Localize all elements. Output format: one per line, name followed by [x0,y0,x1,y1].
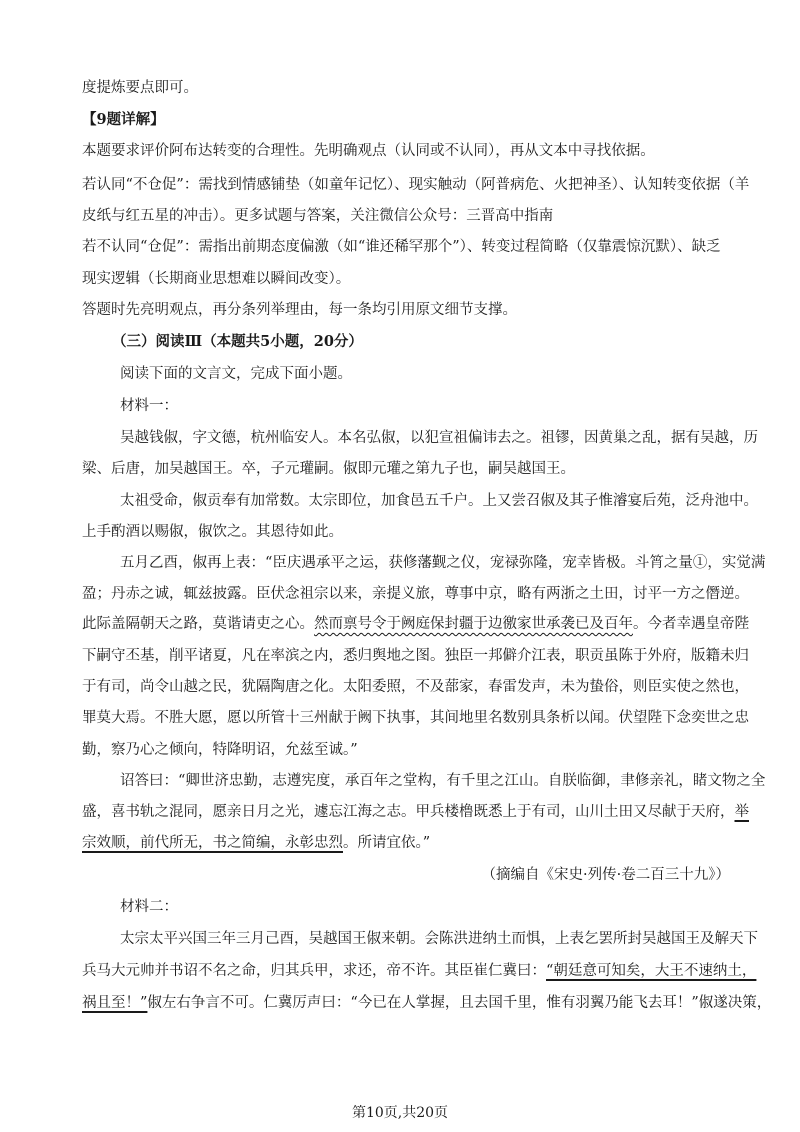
text-line [82,833,722,853]
underlined-sentence: “朝廷意可知矣，大王不速纳土， [546,963,757,979]
text-line: 现实逻辑（长期商业思想难以瞬间改变）。 [82,271,351,287]
text-line: 阅读下面的文言文，完成下面小题。 [120,366,352,382]
text-line [82,614,749,634]
section-heading: 【9题详解】 [82,111,165,128]
text-segment: 。今者幸遇皇帝陛 [633,616,749,632]
section-heading: （三）阅读Ⅲ（本题共5小题，20分） [112,333,363,350]
text-segment: 盛，喜书轨之混同，愿亲日月之光，遽忘江海之志。甲兵楼橹既悉上于有司，山川土田又尽献于天府， [82,804,735,820]
underlined-sentence: 祸且至！” [82,995,148,1011]
text-line: 材料二： [120,899,178,915]
text-line: 勤，察乃心之倾向，特降明诏，允兹至诚。” [82,742,358,758]
wavy-underlined-sentence: 然而禀号令于阙庭保封疆于边徼家世承袭已及百年 [314,616,633,632]
page-footer: 第10页,共20页 [351,1105,449,1121]
text-line: 吴越钱俶，字文德，杭州临安人。本名弘俶，以犯宣祖偏讳去之。祖镠，因黄巢之乱，据有吴越，历 [120,430,758,446]
text-line: 五月乙酉，俶再上表：“臣庆遇承平之运，获修藩觐之仪，宠禄弥隆，宠幸皆极。斗筲之量①，实觉满 [120,555,766,571]
underlined-sentence: 宗效顺，前代所无，书之简编，永彰忠烈 [82,835,343,851]
text-line: 材料一： [120,398,178,414]
text-line: 本题要求评价阿布达转变的合理性。先明确观点（认同或不认同），再从文本中寻找依据。 [82,143,655,159]
text-line [82,961,757,981]
text-segment: 。所请宜依。” [343,835,431,851]
text-line: 若认同“不仓促”：需找到情感铺垫（如童年记忆）、现实触动（阿普病危、火把神圣）、认知转变依据（羊 [82,177,750,193]
text-line: 上手酌酒以赐俶，俶饮之。其恩待如此。 [82,524,343,540]
text-segment: 兵马大元帅并书诏不名之命，归其兵甲，求还，帝不许。其臣崔仁冀曰： [82,963,546,979]
text-line: 若不认同“仓促”：需指出前期态度偏激（如“谁还稀罕那个”）、转变过程简略（仅靠震惊沉默）、缺乏 [82,239,721,255]
text-segment: 俶左右争言不可。仁冀厉声曰：“今已在人掌握，且去国千里，惟有羽翼乃能飞去耳！”俶遂决策， [147,995,772,1011]
underlined-sentence: 举 [734,804,749,820]
text-line: 梁、后唐，加吴越国王。卒，子元瓘嗣。俶即元瓘之第九子也，嗣吴越国王。 [82,461,575,477]
text-line: 盈；丹赤之诚，辄兹披露。臣伏念祖宗以来，亲提义旅，尊事中京，略有两浙之土田，讨平一方之僭逆。 [82,586,749,602]
text-line: 太祖受命，俶贡奉有加常数。太宗即位，加食邑五千户。上又尝召俶及其子惟濬宴后苑，泛舟池中。 [120,493,758,509]
text-line [82,802,749,822]
text-segment: 此际盖隔朝天之路，莫谐请吏之心。 [82,616,314,632]
text-line: 度提炼要点即可。 [82,80,198,96]
text-line: 下嗣守丕基，削平诸夏，凡在率滨之内，悉归舆地之图。独臣一邦僻介江表，职贡虽陈于外府，版籍未归 [82,648,749,664]
text-line: 皮纸与红五星的冲击）。更多试题与答案，关注微信公众号：三晋高中指南 [82,208,554,224]
text-line: 诏答曰：“卿世济忠勤，志遵宪度，承百年之堂构，有千里之江山。自朕临御，聿修亲礼，睹文物之全 [120,773,766,789]
text-line: 罪莫大焉。不胜大愿，愿以所管十三州献于阙下执事，其间地里名数别具条析以闻。伏望陛下念奕世之忠 [82,710,749,726]
text-line: 于有司，尚令山越之民，犹隔陶唐之化。太阳委照，不及蔀家，春雷发声，未为蛰俗，则臣实使之然也， [82,679,749,695]
text-line [82,993,772,1013]
source-citation: （摘编自《宋史·列传·卷二百三十九》） [481,867,730,883]
text-line: 答题时先亮明观点，再分条列举理由，每一条均引用原文细节支撑。 [82,302,517,318]
text-line: 太宗太平兴国三年三月己酉，吴越国王俶来朝。会陈洪进纳土而惧，上表乞罢所封吴越国王及解天下 [120,931,758,947]
